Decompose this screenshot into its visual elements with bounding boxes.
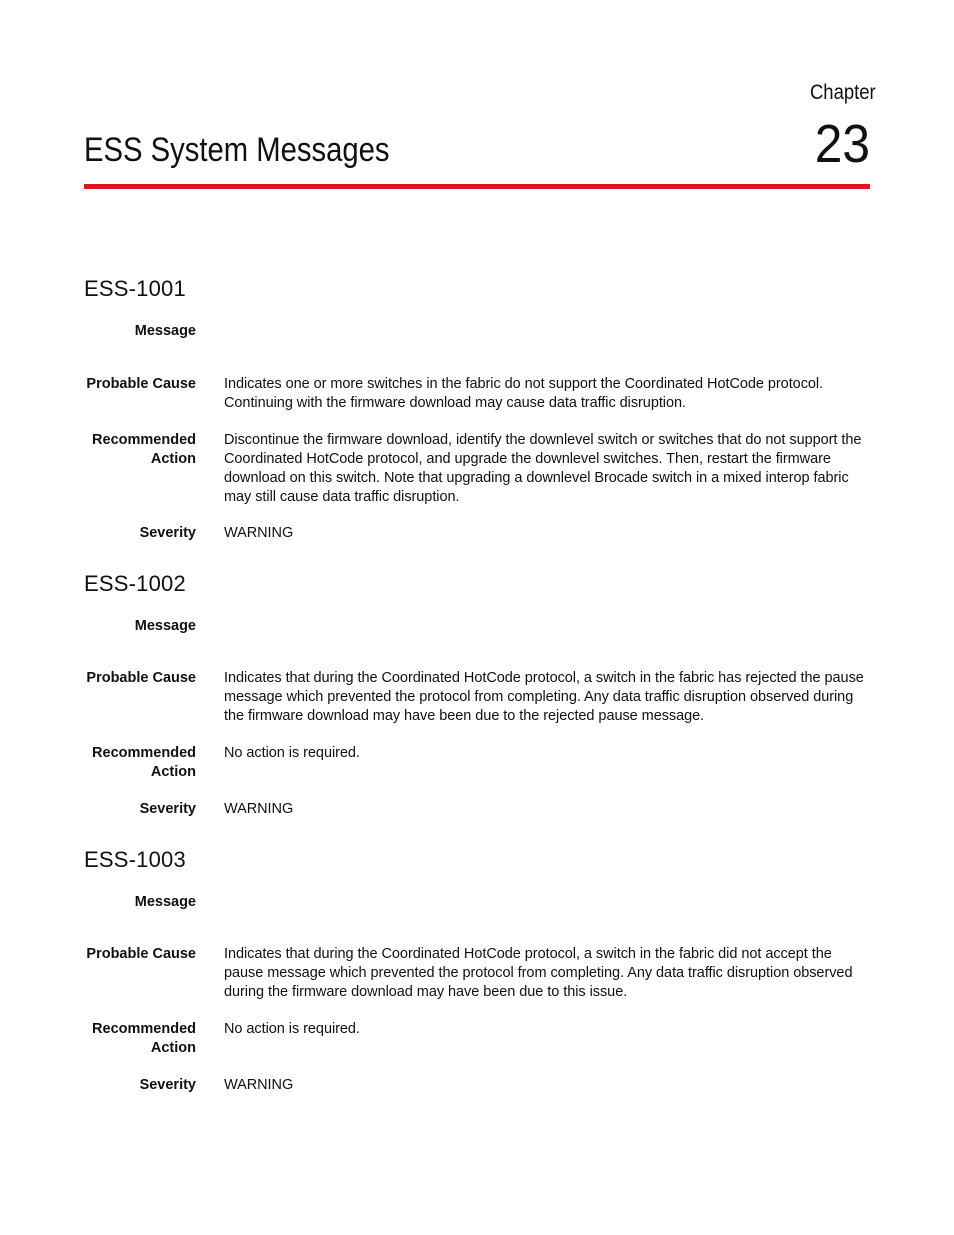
recommended-label-line-1: Recommended <box>92 745 196 761</box>
message-id-heading: ESS-1001 <box>84 276 186 301</box>
message-label: Message <box>134 894 196 910</box>
severity-label: Severity <box>139 525 196 541</box>
recommended-action-value: No action is required. <box>224 1021 360 1037</box>
probable-cause-label: Probable Cause <box>86 946 196 962</box>
recommended-action-label <box>92 1020 196 1058</box>
message-id-heading: ESS-1003 <box>84 847 186 872</box>
recommended-label-line-2: Action <box>150 451 196 467</box>
message-id-heading: ESS-1002 <box>84 571 186 596</box>
recommended-action-value: Discontinue the firmware download, identify the downlevel switch or switches that do not support the Coordinated HotCode protocol, and upgrade the downlevel switches. Then, restart the firmware download on this switch. Note that upgrading a downlevel Brocade switch in a mixed interop fabric may still cause data traffic disruption. <box>224 432 862 505</box>
recommended-label-line-1: Recommended <box>92 1021 196 1037</box>
probable-cause-value: Indicates that during the Coordinated HotCode protocol, a switch in the fabric did not accept the pause message which prevented the protocol from completing. Any data traffic disruption observed during the firmware download may have been due to this issue. <box>224 946 853 1000</box>
severity-value: WARNING <box>224 1077 294 1093</box>
chapter-label: Chapter <box>810 81 876 104</box>
severity-value: WARNING <box>224 525 294 541</box>
recommended-action-label <box>92 744 196 782</box>
recommended-action-value: No action is required. <box>224 745 360 761</box>
message-label: Message <box>134 618 196 634</box>
recommended-label-line-2: Action <box>150 764 196 780</box>
recommended-label-line-1: Recommended <box>92 432 196 448</box>
probable-cause-value: Indicates that during the Coordinated HotCode protocol, a switch in the fabric has rejected the pause message which prevented the protocol from completing. Any data traffic disruption observed during the firmware download may have been due to the rejected pause message. <box>224 670 864 724</box>
page-title: ESS System Messages <box>84 131 390 169</box>
message-label: Message <box>134 323 196 339</box>
probable-cause-label: Probable Cause <box>86 376 196 392</box>
recommended-label-line-2: Action <box>150 1040 196 1056</box>
recommended-action-label <box>92 431 196 469</box>
probable-cause-label: Probable Cause <box>86 670 196 686</box>
severity-value: WARNING <box>224 801 294 817</box>
title-rule <box>84 184 870 189</box>
chapter-number: 23 <box>814 114 870 174</box>
probable-cause-value: Indicates one or more switches in the fabric do not support the Coordinated HotCode protocol. Continuing with the firmware download may cause data traffic disruption. <box>224 376 824 411</box>
severity-label: Severity <box>139 801 196 817</box>
severity-label: Severity <box>139 1077 196 1093</box>
